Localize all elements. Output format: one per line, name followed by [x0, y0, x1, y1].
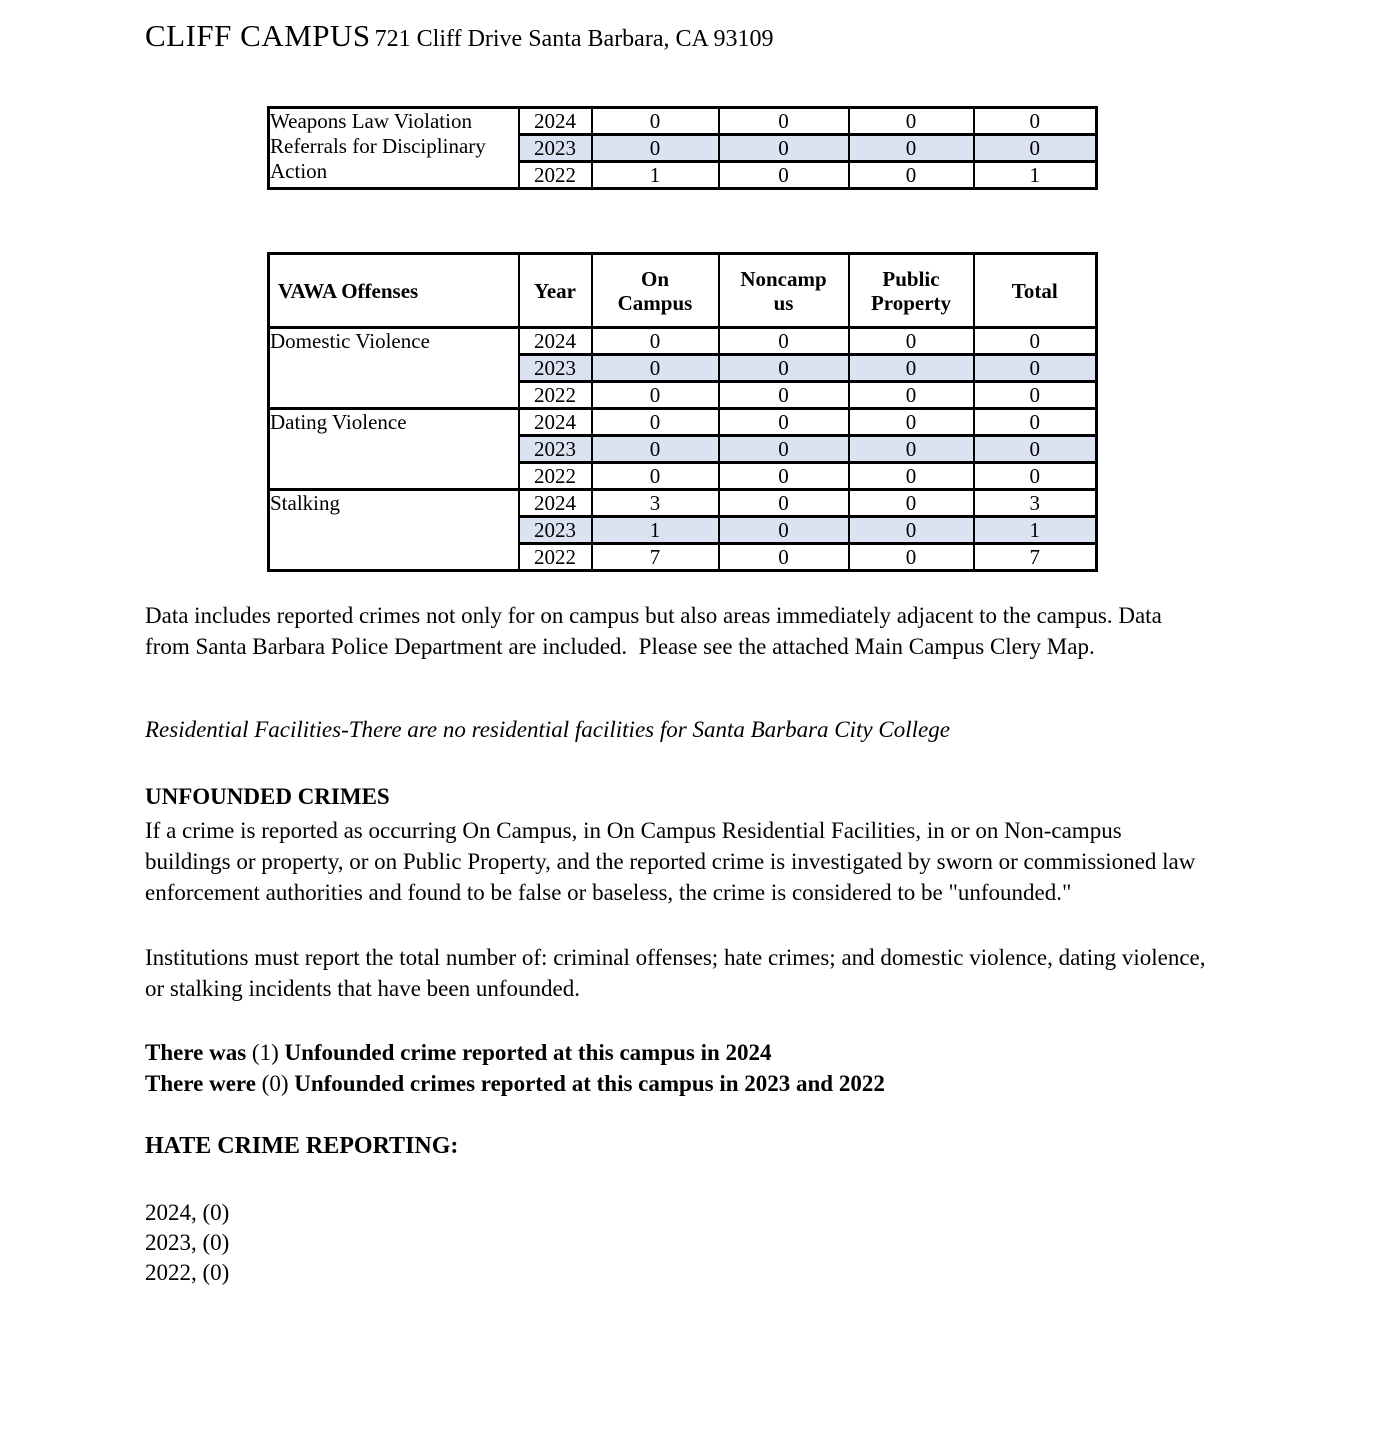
- header-cell-total: Total: [974, 254, 1097, 328]
- value-cell: 0: [974, 436, 1097, 463]
- year-cell: 2023: [519, 355, 592, 382]
- hate-year-line: 2023, (0): [145, 1230, 230, 1255]
- year-cell: 2023: [519, 517, 592, 544]
- unfounded-summary: [145, 1037, 1210, 1099]
- unfounded-2024-prefix: There was: [145, 1040, 247, 1065]
- value-cell: 0: [849, 382, 974, 409]
- unfounded-2024-count: (1): [251, 1040, 279, 1065]
- table-header-row: [269, 254, 1097, 328]
- year-cell: 2024: [519, 108, 592, 135]
- offense-label-cell: Weapons Law Violation Referrals for Disciplinary Action: [269, 108, 519, 189]
- table-row: [269, 328, 1097, 355]
- unfounded-prior-count: (0): [261, 1071, 289, 1096]
- value-cell: 1: [974, 162, 1097, 189]
- year-cell: 2022: [519, 463, 592, 490]
- value-cell: 0: [719, 382, 849, 409]
- year-cell: 2023: [519, 436, 592, 463]
- value-cell: 0: [974, 382, 1097, 409]
- year-cell: 2024: [519, 490, 592, 517]
- value-cell: 1: [592, 517, 719, 544]
- value-cell: 0: [719, 355, 849, 382]
- value-cell: 0: [974, 355, 1097, 382]
- year-cell: 2022: [519, 162, 592, 189]
- value-cell: 0: [592, 355, 719, 382]
- value-cell: 0: [592, 382, 719, 409]
- value-cell: 0: [849, 355, 974, 382]
- value-cell: 0: [849, 162, 974, 189]
- header-cell-year: Year: [519, 254, 592, 328]
- hate-year-line: 2024, (0): [145, 1200, 230, 1225]
- hate-year-line: 2022, (0): [145, 1260, 230, 1285]
- value-cell: 0: [974, 108, 1097, 135]
- header-cell-on-campus: On Campus: [592, 254, 719, 328]
- value-cell: 0: [974, 463, 1097, 490]
- value-cell: 0: [719, 463, 849, 490]
- header-cell-noncampus: Noncampus: [719, 254, 849, 328]
- page-title: CLIFF CAMPUS: [145, 18, 371, 53]
- value-cell: 0: [849, 463, 974, 490]
- value-cell: 0: [719, 490, 849, 517]
- value-cell: 1: [592, 162, 719, 189]
- value-cell: 0: [592, 135, 719, 162]
- value-cell: 0: [719, 328, 849, 355]
- table-row: [269, 409, 1097, 436]
- hate-crime-years: [145, 1198, 1210, 1288]
- offense-label-cell: Domestic Violence: [269, 328, 519, 409]
- hate-crime-heading: HATE CRIME REPORTING:: [145, 1133, 459, 1159]
- value-cell: 0: [592, 463, 719, 490]
- unfounded-prior-line: [145, 1068, 1210, 1099]
- year-cell: 2024: [519, 409, 592, 436]
- offense-label-cell: Stalking: [269, 490, 519, 571]
- year-cell: 2022: [519, 382, 592, 409]
- value-cell: 0: [719, 436, 849, 463]
- value-cell: 0: [592, 108, 719, 135]
- weapons-referrals-table: [267, 106, 1098, 190]
- value-cell: 3: [974, 490, 1097, 517]
- value-cell: 0: [849, 409, 974, 436]
- table-row: [269, 490, 1097, 517]
- unfounded-2024-line: [145, 1037, 1210, 1068]
- value-cell: 0: [849, 328, 974, 355]
- value-cell: 0: [719, 162, 849, 189]
- value-cell: 0: [849, 517, 974, 544]
- unfounded-prior-prefix: There were: [145, 1071, 256, 1096]
- residential-facilities-note: Residential Facilities-There are no residential facilities for Santa Barbara City College: [145, 717, 950, 742]
- value-cell: 7: [974, 544, 1097, 571]
- value-cell: 0: [974, 328, 1097, 355]
- value-cell: 7: [592, 544, 719, 571]
- value-cell: 0: [592, 436, 719, 463]
- value-cell: 0: [719, 544, 849, 571]
- value-cell: 0: [974, 135, 1097, 162]
- year-cell: 2022: [519, 544, 592, 571]
- value-cell: 0: [849, 544, 974, 571]
- value-cell: 0: [849, 135, 974, 162]
- value-cell: 0: [719, 135, 849, 162]
- value-cell: 0: [849, 436, 974, 463]
- value-cell: 1: [974, 517, 1097, 544]
- value-cell: 0: [849, 490, 974, 517]
- offense-label-cell: Dating Violence: [269, 409, 519, 490]
- data-note-paragraph: Data includes reported crimes not only for on campus but also areas immediately adjacent to the campus. Data from Santa Barbara Police Department are included. Please see the attached Main Campus Clery Map.: [145, 603, 1168, 659]
- header-cell-public-property: Public Property: [849, 254, 974, 328]
- unfounded-crimes-paragraph: If a crime is reported as occurring On Campus, in On Campus Residential Facilities, in or on Non-campus buildings or property, or on Public Property, and the reported crime is investigated by sworn or commissioned law enforcement authorities and found to be false or baseless, the crime is considered to be "unfounded.": [145, 818, 1202, 905]
- vawa-offenses-table: [267, 252, 1098, 572]
- header-cell-offense: VAWA Offenses: [269, 254, 519, 328]
- value-cell: 0: [719, 108, 849, 135]
- institutions-paragraph: Institutions must report the total number of: criminal offenses; hate crimes; and domestic violence, dating violence, or stalking incidents that have been unfounded.: [145, 945, 1212, 1001]
- campus-address: 721 Cliff Drive Santa Barbara, CA 93109: [374, 26, 774, 52]
- year-cell: 2023: [519, 135, 592, 162]
- value-cell: 0: [719, 517, 849, 544]
- table-row: [269, 108, 1097, 135]
- unfounded-2024-text: Unfounded crime reported at this campus in 2024: [284, 1040, 772, 1065]
- unfounded-crimes-heading: UNFOUNDED CRIMES: [145, 784, 390, 809]
- value-cell: 0: [592, 409, 719, 436]
- unfounded-prior-text: Unfounded crimes reported at this campus in 2023 and 2022: [294, 1071, 885, 1096]
- value-cell: 0: [974, 409, 1097, 436]
- value-cell: 0: [719, 409, 849, 436]
- value-cell: 0: [592, 328, 719, 355]
- year-cell: 2024: [519, 328, 592, 355]
- value-cell: 0: [849, 108, 974, 135]
- page-title-block: [145, 16, 1210, 62]
- value-cell: 3: [592, 490, 719, 517]
